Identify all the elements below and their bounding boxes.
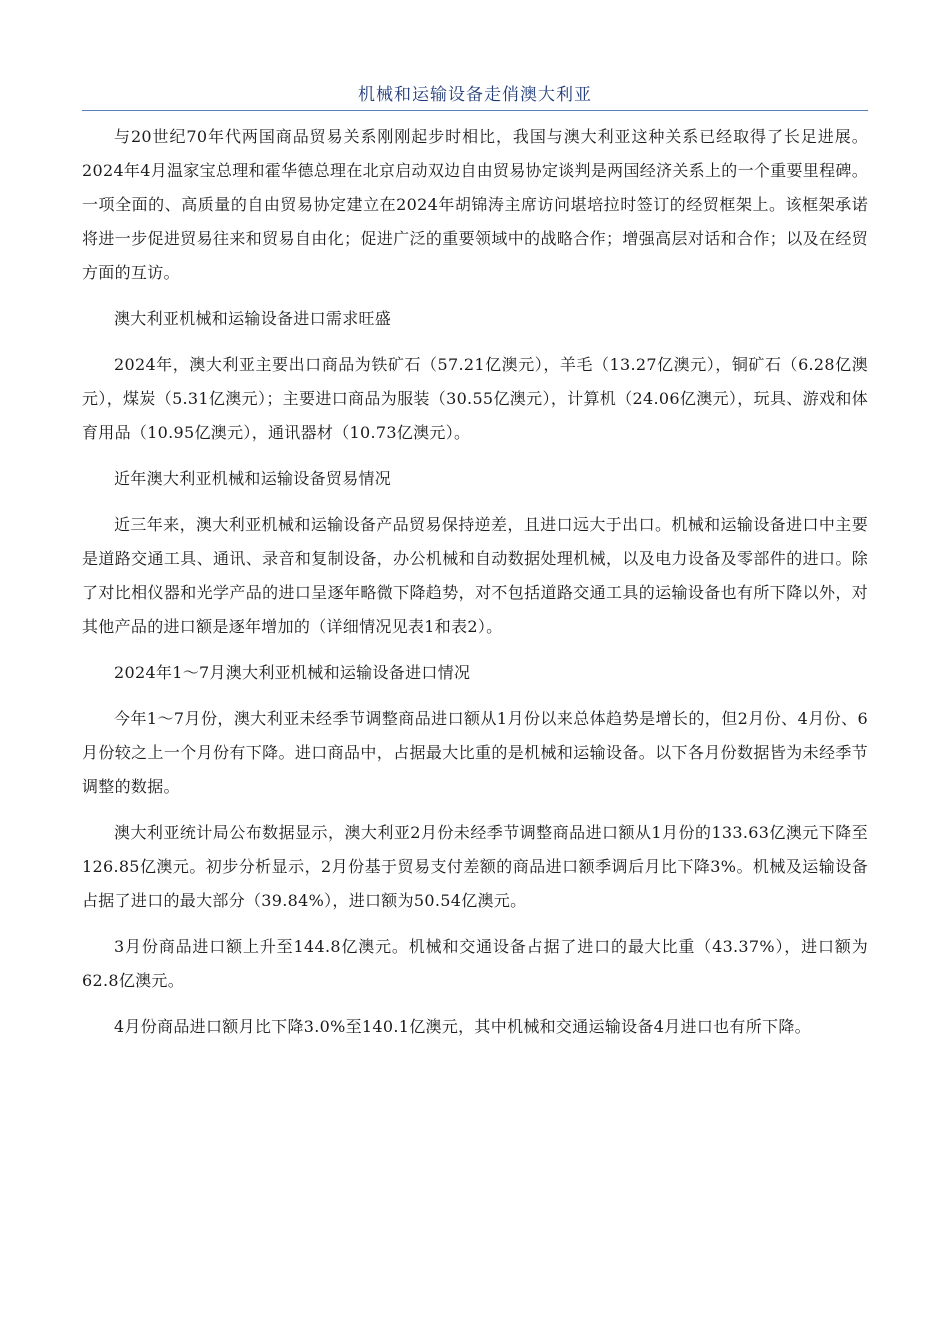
document-body <box>82 120 868 1044</box>
paragraph-trade-deficit: 近三年来，澳大利亚机械和运输设备产品贸易保持逆差，且进口远大于出口。机械和运输设备进口中主要是道路交通工具、通讯、录音和复制设备，办公机械和自动数据处理机械，以及电力设备及零部件的进口。除了对比相仪器和光学产品的进口呈逐年略微下降趋势，对不包括道路交通工具的运输设备也有所下降以外，对其他产品的进口额是逐年增加的（详细情况见表1和表2）。 <box>82 515 868 636</box>
paragraph-march-data: 3月份商品进口额上升至144.8亿澳元。机械和交通设备占据了进口的最大比重（43.37%），进口额为62.8亿澳元。 <box>82 937 868 990</box>
document-title: 机械和运输设备走俏澳大利亚 <box>358 85 592 105</box>
paragraph-april-data: 4月份商品进口额月比下降3.0%至140.1亿澳元，其中机械和交通运输设备4月进口也有所下降。 <box>114 1017 811 1036</box>
section-heading-import-demand: 澳大利亚机械和运输设备进口需求旺盛 <box>114 309 392 328</box>
paragraph-monthly-trend: 今年1～7月份，澳大利亚未经季节调整商品进口额从1月份以来总体趋势是增长的，但2月份、4月份、6月份较之上一个月份有下降。进口商品中，占据最大比重的是机械和运输设备。以下各月份数据皆为未经季节调整的数据。 <box>82 709 868 796</box>
section-heading-jan-jul-imports: 2024年1～7月澳大利亚机械和运输设备进口情况 <box>114 663 471 682</box>
paragraph-export-import-goods: 2024年，澳大利亚主要出口商品为铁矿石（57.21亿澳元），羊毛（13.27亿澳元），铜矿石（6.28亿澳元），煤炭（5.31亿澳元）；主要进口商品为服装（30.55亿澳元），计算机（24.06亿澳元），玩具、游戏和体育用品（10.95亿澳元），通讯器材（10.73亿澳元）。 <box>82 355 868 442</box>
paragraph-intro: 与20世纪70年代两国商品贸易关系刚刚起步时相比，我国与澳大利亚这种关系已经取得了长足进展。2024年4月温家宝总理和霍华德总理在北京启动双边自由贸易协定谈判是两国经济关系上的一个重要里程碑。一项全面的、高质量的自由贸易协定建立在2024年胡锦涛主席访问堪培拉时签订的经贸框架上。该框架承诺将进一步促进贸易往来和贸易自由化；促进广泛的重要领域中的战略合作；增强高层对话和合作；以及在经贸方面的互访。 <box>82 127 868 282</box>
paragraph-february-data: 澳大利亚统计局公布数据显示，澳大利亚2月份未经季节调整商品进口额从1月份的133.63亿澳元下降至126.85亿澳元。初步分析显示，2月份基于贸易支付差额的商品进口额季调后月比下降3%。机械及运输设备占据了进口的最大部分（39.84%），进口额为50.54亿澳元。 <box>82 823 868 910</box>
page-header <box>82 82 868 111</box>
section-heading-trade-situation: 近年澳大利亚机械和运输设备贸易情况 <box>114 469 392 488</box>
